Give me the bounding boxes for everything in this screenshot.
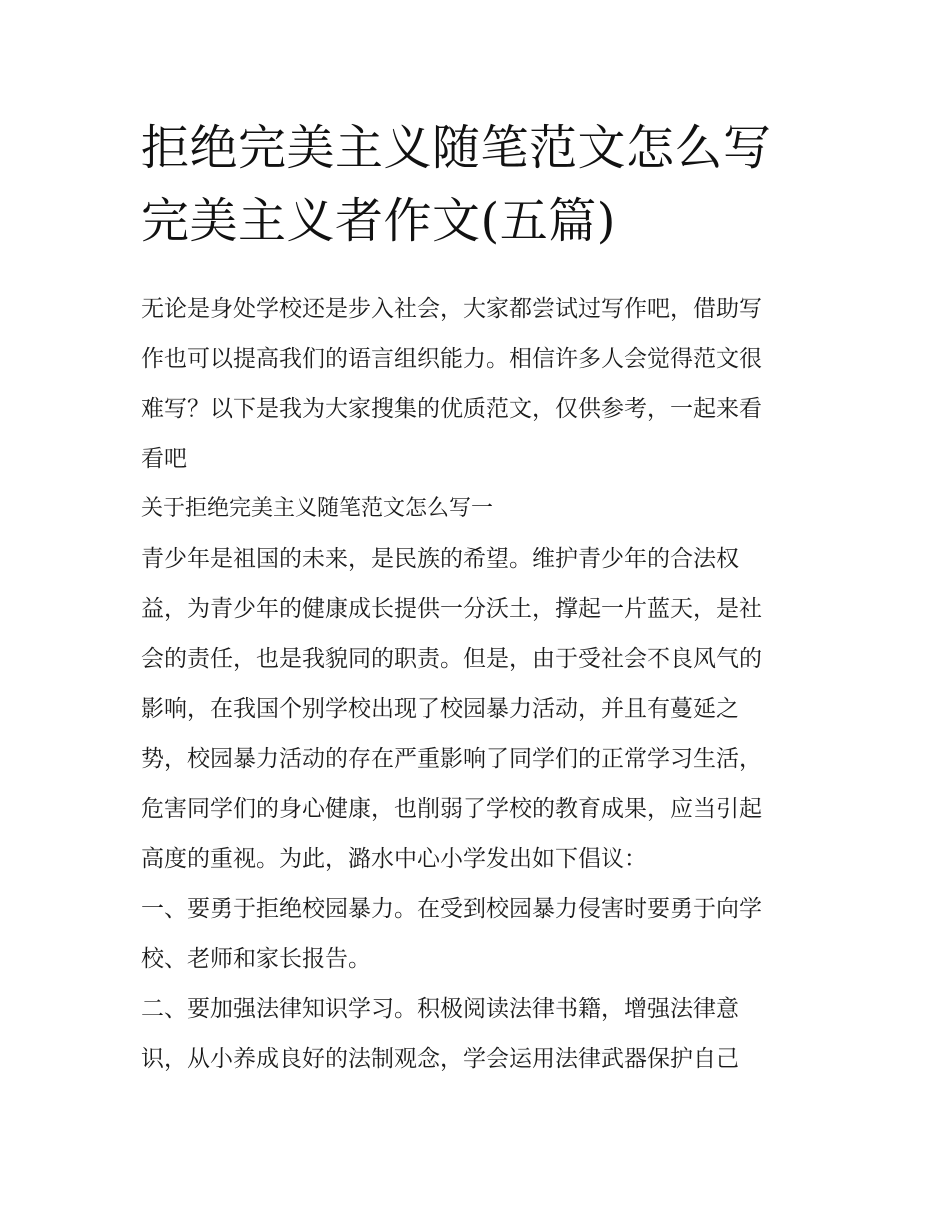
text-line: 会的责任，也是我貌同的职责。但是，由于受社会不良风气的 [141, 646, 762, 672]
body-paragraph [141, 884, 813, 984]
text-line: 危害同学们的身心健康，也削弱了学校的教育成果，应当引起 [141, 796, 762, 822]
document-body [141, 284, 813, 1084]
document-title [141, 112, 813, 258]
section-heading [141, 484, 813, 534]
text-line: 难写？以下是我为大家搜集的优质范文，仅供参考，一起来看 [141, 396, 762, 422]
text-line: 作也可以提高我们的语言组织能力。相信许多人会觉得范文很 [141, 346, 762, 372]
intro-paragraph [141, 284, 813, 484]
text-line: 高度的重视。为此，潞水中心小学发出如下倡议： [141, 846, 647, 872]
text-line: 看吧 [141, 446, 187, 472]
document-page [141, 112, 813, 1084]
text-line: 益，为青少年的健康成长提供一分沃土，撑起一片蓝天，是社 [141, 596, 762, 622]
body-paragraph [141, 534, 813, 884]
section-heading-text: 关于拒绝完美主义随笔范文怎么写一 [141, 496, 494, 521]
text-line: 二、要加强法律知识学习。积极阅读法律书籍，增强法律意 [141, 996, 739, 1022]
body-paragraph [141, 984, 813, 1084]
title-line: 拒绝完美主义随笔范文怎么写 [141, 120, 772, 176]
text-line: 校、老师和家长报告。 [141, 946, 371, 972]
text-line: 一、要勇于拒绝校园暴力。在受到校园暴力侵害时要勇于向学 [141, 896, 762, 922]
text-line: 无论是身处学校还是步入社会，大家都尝试过写作吧，借助写 [141, 296, 762, 322]
title-line: 完美主义者作文(五篇) [141, 193, 616, 249]
text-line: 青少年是祖国的未来，是民族的希望。维护青少年的合法权 [141, 546, 739, 572]
text-line: 影响，在我国个别学校出现了校园暴力活动，并且有蔓延之 [141, 696, 739, 722]
text-line: 识，从小养成良好的法制观念，学会运用法律武器保护自己 [141, 1046, 739, 1072]
text-line: 势，校园暴力活动的存在严重影响了同学们的正常学习生活， [141, 746, 762, 772]
